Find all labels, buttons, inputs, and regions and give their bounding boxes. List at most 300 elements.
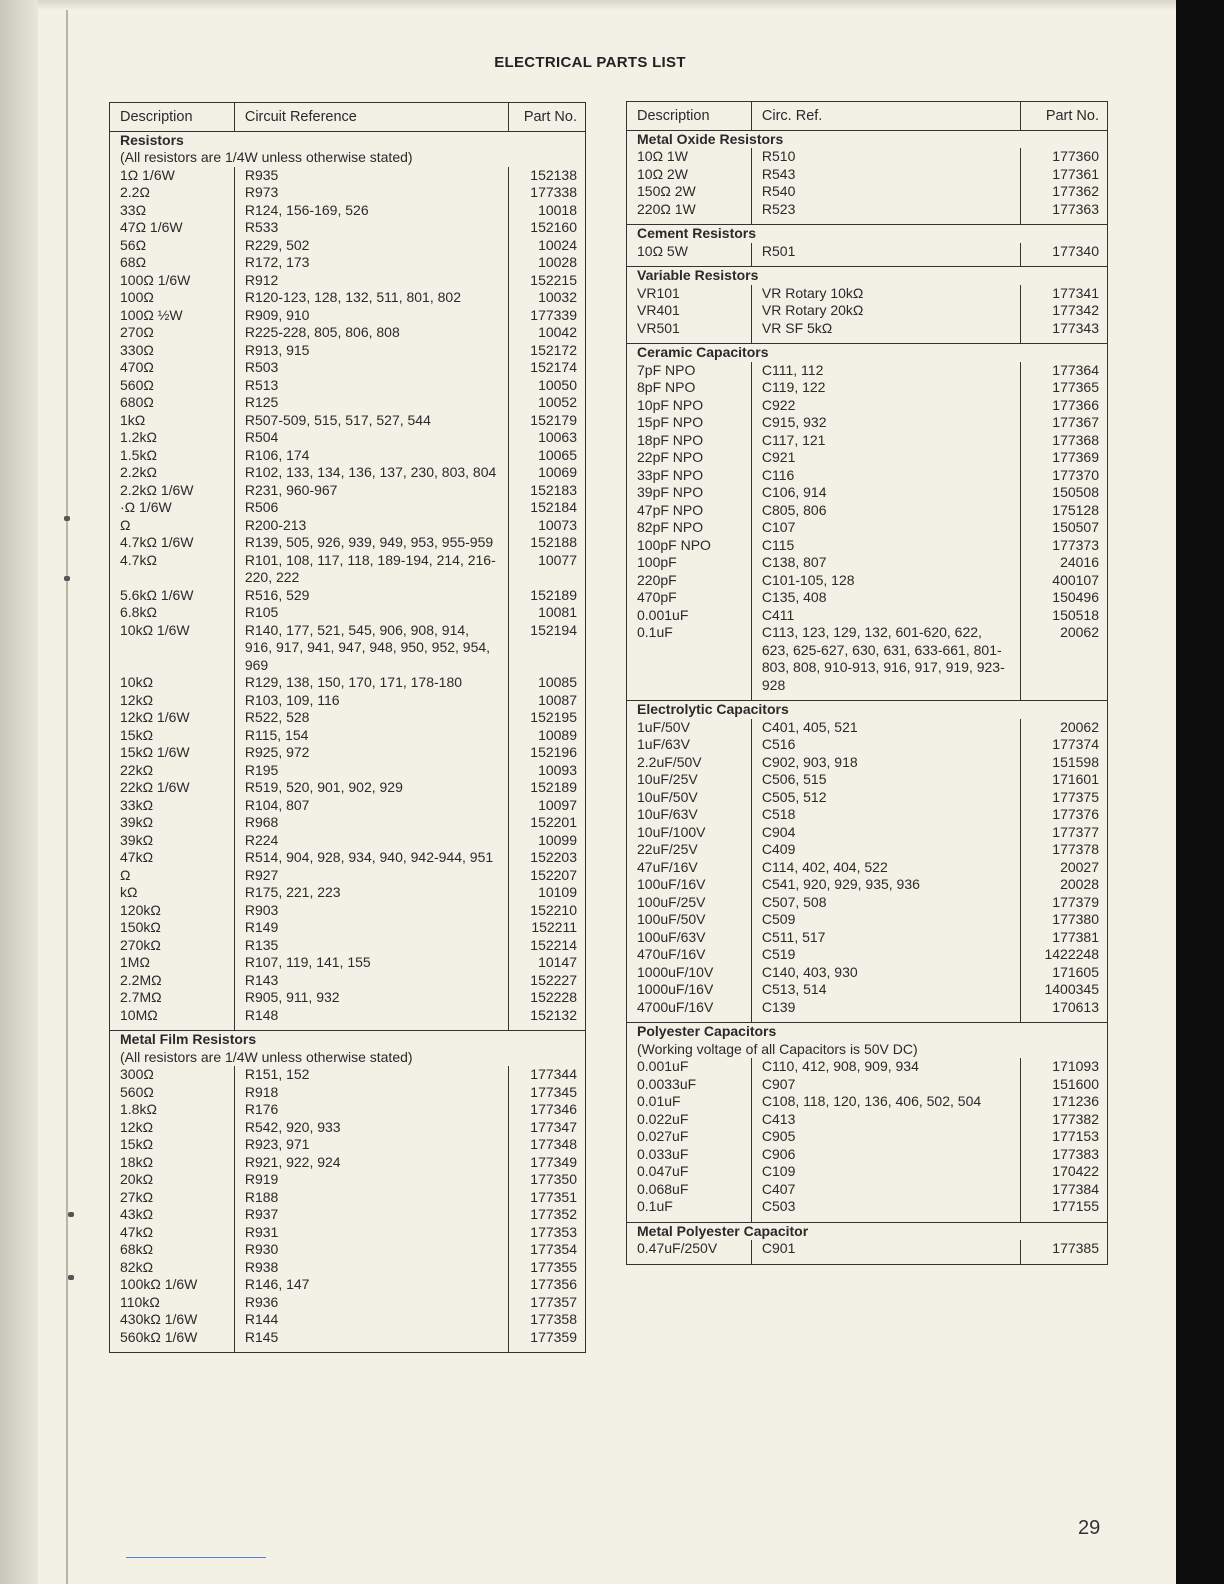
part-number: 10089 (538, 726, 577, 743)
part-description: kΩ (110, 884, 235, 902)
part-number: 400107 (1052, 571, 1099, 588)
table-row (627, 243, 1108, 261)
table-row (110, 744, 586, 762)
section-title-row (627, 130, 1108, 148)
part-description: 47Ω 1/6W (110, 219, 235, 237)
circuit-reference: R523 (751, 201, 1020, 219)
part-number: 177363 (1052, 200, 1099, 217)
part-number: 177378 (1052, 841, 1099, 857)
table-row (110, 727, 586, 745)
section-note: (Working voltage of all Capacitors is 50V DC) (637, 1040, 918, 1057)
part-number: 177344 (530, 1066, 577, 1082)
circuit-reference: R533 (234, 219, 508, 237)
table-row (627, 806, 1108, 824)
circuit-reference: R124, 156-169, 526 (234, 202, 508, 220)
part-number: 152174 (530, 359, 577, 375)
part-number: 177373 (1052, 536, 1099, 553)
table-row (110, 429, 586, 447)
table-row (110, 254, 586, 272)
table-row (627, 859, 1108, 877)
part-number: 177339 (530, 306, 577, 323)
part-description: 10uF/25V (627, 771, 752, 789)
section-title-row (627, 267, 1108, 285)
circuit-reference: C507, 508 (751, 894, 1020, 912)
part-description: 10uF/50V (627, 789, 752, 807)
section-spacer (627, 1258, 1108, 1265)
part-description: ·Ω 1/6W (110, 499, 235, 517)
circuit-reference: C905 (751, 1128, 1020, 1146)
part-number: 177364 (1052, 361, 1099, 378)
part-description: 10Ω 2W (627, 166, 752, 184)
part-number: 10042 (538, 324, 577, 340)
part-number: 151598 (1052, 753, 1099, 770)
part-description: VR101 (627, 285, 752, 303)
left-parts-table (109, 102, 586, 1353)
table-row (110, 814, 586, 832)
table-row (110, 674, 586, 692)
table-row (110, 604, 586, 622)
part-number: 10087 (538, 691, 577, 708)
table-row (110, 954, 586, 972)
circuit-reference: C117, 121 (751, 432, 1020, 450)
part-description: VR401 (627, 302, 752, 320)
part-description: 2.2kΩ 1/6W (110, 482, 235, 500)
section-title: Metal Film Resistors (110, 1031, 586, 1049)
circuit-reference: R506 (234, 499, 508, 517)
table-row (110, 1259, 586, 1277)
part-number: 20062 (1060, 718, 1099, 735)
part-description: 22kΩ (110, 762, 235, 780)
circuit-reference: R921, 922, 924 (234, 1154, 508, 1172)
part-description: 15kΩ (110, 727, 235, 745)
circuit-reference: R107, 119, 141, 155 (234, 954, 508, 972)
part-description: 680Ω (110, 394, 235, 412)
circuit-reference: R195 (234, 762, 508, 780)
circuit-reference: R514, 904, 928, 934, 940, 942-944, 951 (234, 849, 508, 867)
part-number: 10099 (538, 831, 577, 848)
table-row (110, 342, 586, 360)
bottom-rule (126, 1557, 266, 1558)
part-description: 100pF NPO (627, 537, 752, 555)
circuit-reference: R225-228, 805, 806, 808 (234, 324, 508, 342)
part-description: 2.2Ω (110, 184, 235, 202)
part-number: 152160 (530, 219, 577, 235)
part-number: 177353 (530, 1223, 577, 1240)
part-description: 18pF NPO (627, 432, 752, 450)
circuit-reference: C119, 122 (751, 379, 1020, 397)
circuit-reference: R144 (234, 1311, 508, 1329)
part-number: 177384 (1052, 1180, 1099, 1197)
circuit-reference: C140, 403, 930 (751, 964, 1020, 982)
circuit-reference: C805, 806 (751, 502, 1020, 520)
part-description: 2.2kΩ (110, 464, 235, 482)
part-description: 470uF/16V (627, 946, 752, 964)
circuit-reference: R188 (234, 1189, 508, 1207)
spacer-cell (110, 1346, 235, 1353)
circuit-reference: C509 (751, 911, 1020, 929)
section-title: Metal Polyester Capacitor (627, 1222, 1108, 1240)
circuit-reference: R968 (234, 814, 508, 832)
table-row (627, 379, 1108, 397)
circuit-reference: C101-105, 128 (751, 572, 1020, 590)
part-number: 150507 (1052, 519, 1099, 535)
part-number: 152179 (530, 411, 577, 428)
section-spacer (110, 1346, 586, 1353)
circuit-reference: R139, 505, 926, 939, 949, 953, 955-959 (234, 534, 508, 552)
part-number: 152132 (530, 1006, 577, 1023)
circuit-reference: C541, 920, 929, 935, 936 (751, 876, 1020, 894)
part-description: 0.0033uF (627, 1076, 752, 1094)
part-description: 10kΩ 1/6W (110, 622, 235, 675)
part-description: 220Ω 1W (627, 201, 752, 219)
part-description: 150kΩ (110, 919, 235, 937)
part-number: 177368 (1052, 431, 1099, 448)
part-description: 10pF NPO (627, 397, 752, 415)
table-row (627, 999, 1108, 1017)
part-number: 10050 (538, 376, 577, 393)
circuit-reference: C110, 412, 908, 909, 934 (751, 1058, 1020, 1076)
circuit-reference: R135 (234, 937, 508, 955)
table-row (627, 201, 1108, 219)
part-number: 10073 (538, 516, 577, 533)
table-row (627, 1058, 1108, 1076)
circuit-reference: R540 (751, 183, 1020, 201)
part-description: 560Ω (110, 1084, 235, 1102)
table-row (627, 946, 1108, 964)
table-row (110, 219, 586, 237)
part-description: 100uF/50V (627, 911, 752, 929)
circuit-reference: R503 (234, 359, 508, 377)
part-description: 100Ω 1/6W (110, 272, 235, 290)
part-number: 152189 (530, 586, 577, 603)
part-number: 177380 (1052, 911, 1099, 927)
part-number: 152172 (530, 341, 577, 358)
circuit-reference: R522, 528 (234, 709, 508, 727)
part-number: 177352 (530, 1206, 577, 1222)
part-description: 47uF/16V (627, 859, 752, 877)
table-row (110, 622, 586, 675)
circuit-reference: R229, 502 (234, 237, 508, 255)
part-description: 33kΩ (110, 797, 235, 815)
part-description: Ω (110, 517, 235, 535)
binding-margin-line (66, 0, 68, 1584)
part-description: 10kΩ (110, 674, 235, 692)
margin-mark (68, 1212, 74, 1217)
part-description: 1uF/50V (627, 719, 752, 737)
part-number: 152211 (531, 919, 577, 935)
part-number: 177355 (530, 1258, 577, 1275)
table-row (110, 464, 586, 482)
part-description: 22uF/25V (627, 841, 752, 859)
part-number: 152203 (530, 849, 577, 865)
circuit-reference: C901 (751, 1240, 1020, 1258)
part-number: 20027 (1060, 858, 1099, 875)
table-row (110, 359, 586, 377)
table-row (110, 849, 586, 867)
part-description: 6.8kΩ (110, 604, 235, 622)
part-description: 12kΩ (110, 1119, 235, 1137)
table-row (627, 484, 1108, 502)
table-row (110, 797, 586, 815)
table-row (110, 307, 586, 325)
table-row (110, 1154, 586, 1172)
circuit-reference: C139 (751, 999, 1020, 1017)
table-row (110, 272, 586, 290)
part-description: 1.5kΩ (110, 447, 235, 465)
circuit-reference: R200-213 (234, 517, 508, 535)
circuit-reference: R542, 920, 933 (234, 1119, 508, 1137)
circuit-reference: C113, 123, 129, 132, 601-620, 622, 623, 625-627, 630, 631, 633-661, 801-803, 808, 910-913, 916, 917, 919, 923-928 (751, 624, 1020, 694)
spacer-cell (234, 1346, 508, 1353)
table-row (110, 867, 586, 885)
circuit-reference: C115 (751, 537, 1020, 555)
part-description: 1uF/63V (627, 736, 752, 754)
table-row (627, 911, 1108, 929)
part-description: 1.2kΩ (110, 429, 235, 447)
table-row (110, 779, 586, 797)
table-row (627, 183, 1108, 201)
part-number: 177369 (1052, 449, 1099, 465)
circuit-reference: C111, 112 (751, 362, 1020, 380)
circuit-reference: C915, 932 (751, 414, 1020, 432)
part-number: 152196 (530, 744, 577, 760)
part-description: 470pF (627, 589, 752, 607)
part-number: 10032 (538, 289, 577, 305)
part-description: 0.022uF (627, 1111, 752, 1129)
part-description: 560Ω (110, 377, 235, 395)
part-number: 177354 (530, 1241, 577, 1257)
table-row (627, 607, 1108, 625)
part-description: 39kΩ (110, 814, 235, 832)
circuit-reference: R513 (234, 377, 508, 395)
circuit-reference: R510 (751, 148, 1020, 166)
part-description: 5.6kΩ 1/6W (110, 587, 235, 605)
circuit-reference: C921 (751, 449, 1020, 467)
margin-mark (64, 516, 70, 521)
part-number: 10085 (538, 674, 577, 690)
circuit-reference: R115, 154 (234, 727, 508, 745)
part-number: 1400345 (1044, 981, 1099, 997)
table-row (110, 237, 586, 255)
circuit-reference: R125 (234, 394, 508, 412)
circuit-reference: R516, 529 (234, 587, 508, 605)
part-description: 1.8kΩ (110, 1101, 235, 1119)
circuit-reference: C409 (751, 841, 1020, 859)
part-description: 10Ω 1W (627, 148, 752, 166)
circuit-reference: C518 (751, 806, 1020, 824)
table-row (110, 394, 586, 412)
part-description: 15pF NPO (627, 414, 752, 432)
part-number: 177375 (1052, 788, 1099, 805)
table-row (110, 1241, 586, 1259)
table-row (627, 1076, 1108, 1094)
table-row (110, 972, 586, 990)
part-description: 300Ω (110, 1066, 235, 1084)
circuit-reference: R973 (234, 184, 508, 202)
table-row (627, 537, 1108, 555)
circuit-reference: R172, 173 (234, 254, 508, 272)
part-description: 82pF NPO (627, 519, 752, 537)
part-description: 4.7kΩ (110, 552, 235, 587)
part-description: 0.047uF (627, 1163, 752, 1181)
part-number: 177155 (1052, 1198, 1099, 1214)
section-note-row (110, 149, 586, 167)
circuit-reference: R935 (234, 167, 508, 185)
table-row (110, 902, 586, 920)
page-title: ELECTRICAL PARTS LIST (494, 54, 686, 71)
part-description: 10MΩ (110, 1007, 235, 1025)
part-number: 177381 (1052, 928, 1099, 945)
part-number: 177348 (530, 1136, 577, 1152)
part-description: 47pF NPO (627, 502, 752, 520)
part-description: 2.2uF/50V (627, 754, 752, 772)
part-description: 20kΩ (110, 1171, 235, 1189)
table-row (110, 1329, 586, 1347)
circuit-reference: C138, 807 (751, 554, 1020, 572)
table-row (627, 894, 1108, 912)
circuit-reference: R936 (234, 1294, 508, 1312)
part-description: 0.1uF (627, 624, 752, 694)
part-description: 0.033uF (627, 1146, 752, 1164)
section-title: Variable Resistors (627, 267, 1108, 285)
spacer-cell (751, 1258, 1020, 1265)
table-row (110, 692, 586, 710)
section-title: Metal Oxide Resistors (637, 130, 784, 147)
table-row (110, 1066, 586, 1084)
part-description: 4700uF/16V (627, 999, 752, 1017)
top-page-shadow (38, 0, 1188, 10)
circuit-reference: C116 (751, 467, 1020, 485)
table-row (627, 572, 1108, 590)
part-description: 27kΩ (110, 1189, 235, 1207)
table-row (110, 1101, 586, 1119)
spacer-cell (1021, 1258, 1108, 1265)
table-row (110, 1189, 586, 1207)
part-description: 270kΩ (110, 937, 235, 955)
circuit-reference: R501 (751, 243, 1020, 261)
part-number: 175128 (1052, 501, 1099, 518)
table-row (627, 397, 1108, 415)
right-scan-edge (1176, 0, 1224, 1584)
part-number: 152183 (530, 481, 577, 498)
part-number: 151600 (1052, 1075, 1099, 1092)
part-description: 560kΩ 1/6W (110, 1329, 235, 1347)
part-description: 330Ω (110, 342, 235, 360)
table-row (627, 166, 1108, 184)
table-row (110, 1276, 586, 1294)
spacer-cell (627, 1258, 752, 1265)
part-number: 177360 (1052, 148, 1099, 164)
table-row (627, 736, 1108, 754)
table-row (110, 167, 586, 185)
part-number: 10024 (538, 236, 577, 253)
part-description: 1kΩ (110, 412, 235, 430)
circuit-reference: C907 (751, 1076, 1020, 1094)
part-description: 12kΩ (110, 692, 235, 710)
table-row (627, 1198, 1108, 1216)
table-row (627, 1240, 1108, 1258)
table-row (110, 1171, 586, 1189)
part-number: 10018 (538, 201, 577, 218)
part-description: 8pF NPO (627, 379, 752, 397)
circuit-reference: R909, 910 (234, 307, 508, 325)
table-row (110, 762, 586, 780)
part-description: 1MΩ (110, 954, 235, 972)
part-number: 152215 (530, 271, 577, 288)
circuit-reference: R143 (234, 972, 508, 990)
circuit-reference: C506, 515 (751, 771, 1020, 789)
part-description: 110kΩ (110, 1294, 235, 1312)
table-row (627, 1111, 1108, 1129)
circuit-reference: C135, 408 (751, 589, 1020, 607)
table-row (627, 502, 1108, 520)
circuit-reference: R102, 133, 134, 136, 137, 230, 803, 804 (234, 464, 508, 482)
circuit-reference: R925, 972 (234, 744, 508, 762)
part-description: 10Ω 5W (627, 243, 752, 261)
table-row (110, 412, 586, 430)
table-row (110, 534, 586, 552)
table-row (627, 771, 1108, 789)
part-number: 171093 (1052, 1058, 1099, 1074)
circuit-reference: C109 (751, 1163, 1020, 1181)
table-row (627, 841, 1108, 859)
circuit-reference: C401, 405, 521 (751, 719, 1020, 737)
circuit-reference: C513, 514 (751, 981, 1020, 999)
part-number: 171601 (1052, 771, 1099, 787)
part-description: 68Ω (110, 254, 235, 272)
table-row (110, 1294, 586, 1312)
part-description: 33pF NPO (627, 467, 752, 485)
circuit-reference: R151, 152 (234, 1066, 508, 1084)
part-description: 0.027uF (627, 1128, 752, 1146)
table-row (627, 1181, 1108, 1199)
circuit-reference: R918 (234, 1084, 508, 1102)
section-title-row (110, 1031, 586, 1049)
part-number: 152138 (530, 166, 577, 183)
margin-mark (68, 1275, 74, 1280)
part-number: 177351 (530, 1188, 577, 1205)
part-description: 15kΩ 1/6W (110, 744, 235, 762)
table-row (110, 184, 586, 202)
part-number: 177377 (1052, 823, 1099, 840)
circuit-reference: C511, 517 (751, 929, 1020, 947)
part-description: 270Ω (110, 324, 235, 342)
section-title-row (110, 131, 586, 149)
circuit-reference: R175, 221, 223 (234, 884, 508, 902)
table-row (110, 447, 586, 465)
circuit-reference: R923, 971 (234, 1136, 508, 1154)
circuit-reference: R224 (234, 832, 508, 850)
part-number: 152228 (530, 989, 577, 1005)
table-row (627, 624, 1108, 694)
circuit-reference: C413 (751, 1111, 1020, 1129)
part-number: 152184 (530, 499, 577, 515)
spacer-cell (509, 1346, 586, 1353)
circuit-reference: R120-123, 128, 132, 511, 801, 802 (234, 289, 508, 307)
part-number: 10093 (538, 761, 577, 778)
table-row (110, 709, 586, 727)
circuit-reference: R104, 807 (234, 797, 508, 815)
part-description: 4.7kΩ 1/6W (110, 534, 235, 552)
part-description: 10uF/100V (627, 824, 752, 842)
part-number: 177343 (1052, 319, 1099, 336)
section-note-row (627, 1041, 1108, 1059)
part-description: 56Ω (110, 237, 235, 255)
circuit-reference: R507-509, 515, 517, 527, 544 (234, 412, 508, 430)
circuit-reference: R543 (751, 166, 1020, 184)
part-description: 100kΩ 1/6W (110, 1276, 235, 1294)
part-description: 2.2MΩ (110, 972, 235, 990)
